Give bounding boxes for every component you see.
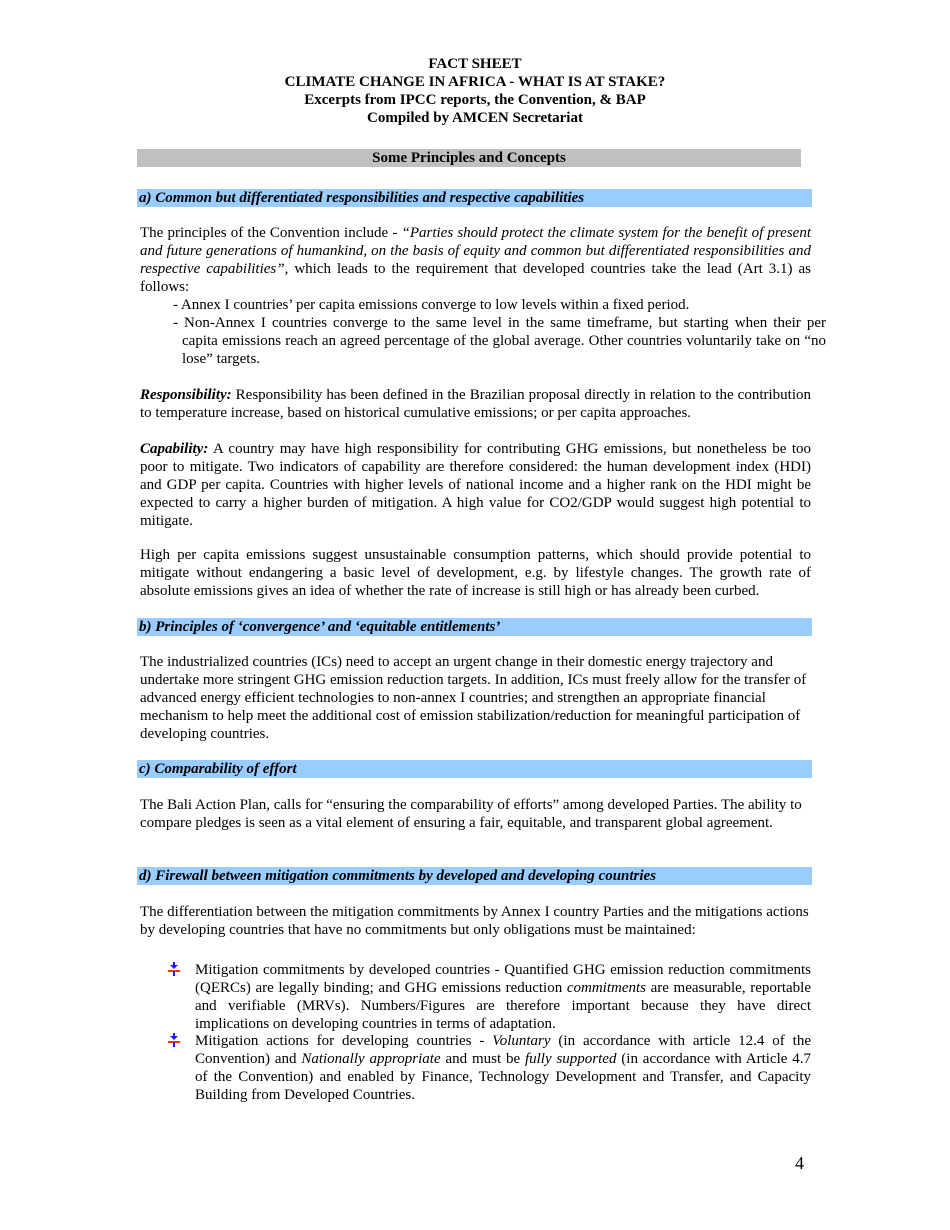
bullet1-text-b: are measurable, reportable and verifiable (MRVs). Numbers/Figures are therefore important because they have direct implications on developing countries in terms of adaptation. [195,980,811,1032]
responsibility-label: Responsibility: [140,387,232,403]
arrow-bullet-icon [167,962,181,976]
section-c-paragraph: The Bali Action Plan, calls for “ensuring the comparability of efforts” among developed Parties. The ability to compare pledges is seen as a vital element of ensuring a fair, equitable, and transparent global agreement. [140,797,802,831]
bullet2-emphasis-voluntary: Voluntary [492,1033,551,1049]
section-a-heading: a) Common but differentiated responsibilities and respective capabilities [137,189,812,207]
section-d-intro: The differentiation between the mitigation commitments by Annex I country Parties and the mitigations actions by developing countries that have no commitments but only obligations must be maintained: [140,904,809,938]
responsibility-paragraph [140,386,811,422]
header-line-compiled: Compiled by AMCEN Secretariat [367,110,583,126]
section-b-heading: b) Principles of ‘convergence’ and ‘equitable entitlements’ [137,618,812,636]
section-a-intro [140,224,811,296]
header-line-title: CLIMATE CHANGE IN AFRICA - WHAT IS AT STAKE? [284,74,666,90]
capability-paragraph [140,440,811,530]
intro-quote: “Parties should protect the climate system for the benefit of present and future generations of humankind, on the basis of equity and common but differentiated responsibilities and respective capabilities” [140,225,811,277]
list-item-annex-i: - Annex I countries’ per capita emissions converge to low levels within a fixed period. [173,297,690,313]
intro-text-end: , which leads to the requirement that developed countries take the lead (Art 3.1) as follows: [140,261,812,295]
capability-label: Capability: [140,441,209,457]
page-number: 4 [795,1153,804,1173]
bullet1-text-a: Mitigation commitments by developed countries - Quantified GHG emission reduction commitments (QERCs) are legally binding; and GHG emissions reduction [195,962,811,996]
list-item-non-annex-i: - Non-Annex I countries converge to the same level in the same timeframe, but starting when their per capita emissions reach an agreed percentage of the global average. Other countries voluntarily take on “no lose” targets. [173,315,826,367]
bullet1-emphasis: commitments [566,980,646,996]
intro-text-start: The principles of the Convention include - [140,225,402,241]
bullet2-text-a: Mitigation actions for developing countries - [195,1033,493,1049]
section-b-paragraph: The industrialized countries (ICs) need to accept an urgent change in their domestic energy trajectory and undertake more stringent GHG emission reduction targets. In addition, ICs must freely allow for the transfer of advanced energy efficient technologies to non-annex I countries; and strengthen an appropriate financial mechanism to help meet the additional cost of emission stabilization/reduction for meaningful participation of developing countries. [140,654,807,742]
responsibility-text: Responsibility has been defined in the Brazilian proposal directly in relation to the contribution to temperature increase, based on historical cumulative emissions; or per capita approaches. [140,387,811,421]
arrow-bullet-icon [167,1033,181,1047]
bullet2-text-b: (in accordance with article 12.4 of the Convention) and [195,1033,811,1067]
bullet2-text-c: and must be [440,1051,525,1067]
section-d-heading: d) Firewall between mitigation commitments by developed and developing countries [137,867,812,885]
bullet2-emphasis-nationally: Nationally appropriate [301,1051,441,1067]
bullet2-emphasis-supported: fully supported [524,1051,617,1067]
document-header [0,55,950,127]
section-title-band: Some Principles and Concepts [137,149,801,167]
bullet-developing-actions [195,1032,811,1104]
capability-text: A country may have high responsibility for contributing GHG emissions, but nonetheless be too poor to mitigate. Two indicators of capability are therefore considered: the human development index (HDI) and GDP per capita. Countries with higher levels of national income and a higher rank on the HDI might be expected to carry a higher burden of mitigation. A high value for CO2/GDP would suggest high potential to mitigate. [140,441,811,529]
bullet2-text-d: (in accordance with Article 4.7 of the Convention) and enabled by Finance, Technology Development and Transfer, and Capacity Building from Developed Countries. [195,1051,811,1103]
header-line-excerpts: Excerpts from IPCC reports, the Convention, & BAP [304,92,646,108]
bullet-developed-commitments [195,961,811,1033]
per-capita-paragraph: High per capita emissions suggest unsustainable consumption patterns, which should provide potential to mitigate without endangering a basic level of development, e.g. by lifestyle changes. The growth rate of absolute emissions gives an idea of whether the rate of increase is still high or has already been curbed. [140,547,811,599]
section-c-heading: c) Comparability of effort [137,760,812,778]
header-line-fact-sheet: FACT SHEET [428,56,522,72]
